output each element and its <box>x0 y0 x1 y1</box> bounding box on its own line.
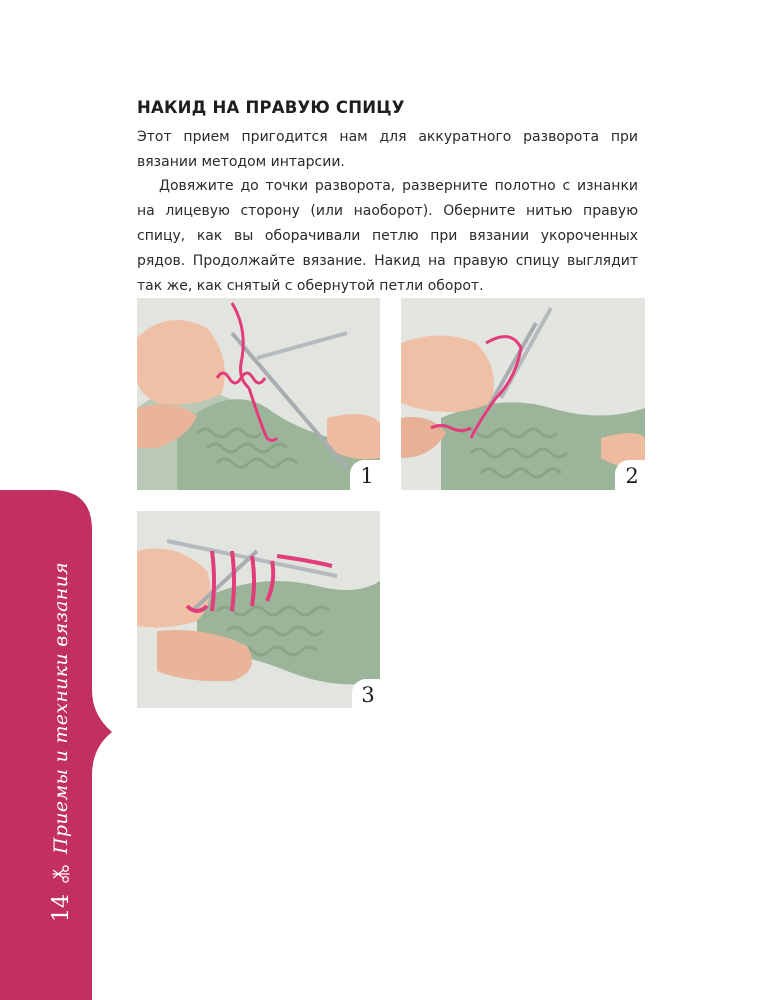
step-photo-3 <box>137 511 380 708</box>
page-number: 14 <box>48 894 74 922</box>
chapter-label <box>47 562 75 922</box>
instructions-paragraph: Довяжите до точки разворота, разверните полотно с изнанки на лицевую сторону (или наоборот). Оберните нитью правую спицу, как вы оборачивали петлю при вязании укороченных рядов. Продолжайте вязание. Накид на правую спицу выглядит так же, как снятый с обернутой петли оборот. <box>137 178 638 294</box>
step-photo-1 <box>137 298 380 490</box>
knitting-photo-1 <box>137 298 380 490</box>
step-number-badge: 3 <box>352 679 380 708</box>
knitting-photo-3 <box>137 511 380 708</box>
step-number-badge: 2 <box>615 460 645 490</box>
knitting-photo-2 <box>401 298 645 490</box>
step-number-badge: 1 <box>350 460 380 490</box>
scissors-icon <box>48 864 74 884</box>
intro-paragraph: Этот прием пригодится нам для аккуратного разворота при вязании методом интарсии. <box>137 129 638 170</box>
chapter-title: Приемы и техники вязания <box>50 562 72 854</box>
section-heading: НАКИД НА ПРАВУЮ СПИЦУ <box>137 98 405 117</box>
step-photo-2 <box>401 298 645 490</box>
